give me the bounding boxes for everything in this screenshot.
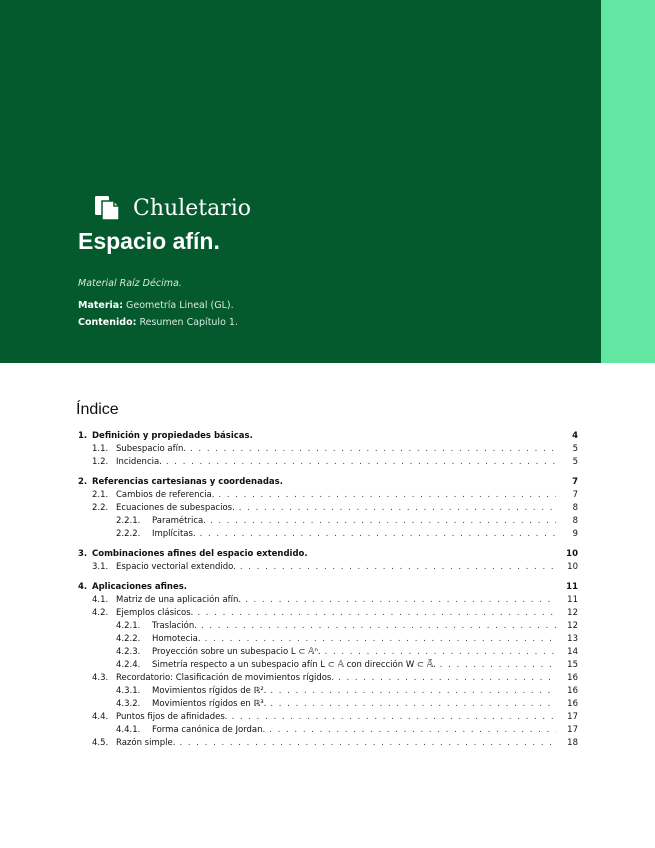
toc-entry-page: 8 xyxy=(572,516,578,526)
toc-entry[interactable] xyxy=(78,607,578,620)
toc-entry-number: 3. xyxy=(78,549,88,559)
toc-entry-number: 4.2.2. xyxy=(116,634,141,644)
toc-entry-title: Movimientos rígidos de ℝ². xyxy=(152,686,267,696)
toc-entry-title: Subespacio afín. xyxy=(116,444,187,454)
materia-label: Materia: xyxy=(78,300,123,311)
toc-entry-title: Razón simple. xyxy=(116,738,176,748)
toc-entry-page: 10 xyxy=(566,549,578,559)
toc-entry-title: Traslación. xyxy=(152,621,197,631)
toc-entry-title: Matriz de una aplicación afín. xyxy=(116,595,242,605)
toc-entry-leader xyxy=(436,659,556,672)
toc-entry-number: 4. xyxy=(78,582,88,592)
toc-entry-number: 1.2. xyxy=(92,457,109,467)
toc-entry-title: Recordatorio: Clasificación de movimientos rígidos. xyxy=(116,673,335,683)
toc-entry-page: 16 xyxy=(567,673,578,683)
toc-entry-leader xyxy=(265,724,556,737)
toc-entry-leader xyxy=(236,561,556,574)
toc-entry-number: 4.3.1. xyxy=(116,686,141,696)
toc-entry-leader xyxy=(196,528,556,541)
toc-entry-number: 1.1. xyxy=(92,444,109,454)
toc-entry-spacer xyxy=(308,548,556,561)
toc-entry-title: Implícitas. xyxy=(152,529,196,539)
toc-entry[interactable] xyxy=(78,685,578,698)
toc-entry-title: Combinaciones afines del espacio extendido. xyxy=(92,549,308,559)
toc-entry-leader xyxy=(214,489,556,502)
toc-entry[interactable] xyxy=(78,594,578,607)
toc-entry[interactable] xyxy=(78,443,578,456)
toc-entry-page: 5 xyxy=(572,457,578,467)
toc-entry-page: 7 xyxy=(572,490,578,500)
toc-entry-leader xyxy=(266,698,556,711)
toc-entry-spacer xyxy=(283,476,556,489)
toc-entry-title: Ecuaciones de subespacios. xyxy=(116,503,235,513)
materia-line xyxy=(78,300,234,311)
toc-entry[interactable] xyxy=(78,724,578,737)
toc-entry-page: 11 xyxy=(566,582,578,592)
toc-entry[interactable] xyxy=(78,711,578,724)
toc-entry[interactable] xyxy=(78,633,578,646)
toc-entry-title: Ejemplos clásicos. xyxy=(116,608,194,618)
toc-entry-number: 2.2. xyxy=(92,503,109,513)
toc-entry[interactable] xyxy=(78,548,578,561)
toc-entry-number: 4.5. xyxy=(92,738,109,748)
toc-entry-number: 4.1. xyxy=(92,595,109,605)
toc-entry-title: Incidencia. xyxy=(116,457,162,467)
toc-entry-page: 18 xyxy=(567,738,578,748)
toc-entry-title: Cambios de referencia. xyxy=(116,490,215,500)
toc-entry-number: 2.2.1. xyxy=(116,516,141,526)
brand-name: Chuletario xyxy=(133,195,251,221)
toc-entry[interactable] xyxy=(78,561,578,574)
toc-entry-page: 8 xyxy=(572,503,578,513)
toc-entry-number: 4.2.4. xyxy=(116,660,141,670)
toc-entry-leader xyxy=(334,672,556,685)
toc-entry-spacer xyxy=(187,581,556,594)
author-line: Material Raíz Décima. xyxy=(78,278,182,289)
toc-entry[interactable] xyxy=(78,430,578,443)
toc-entry-page: 7 xyxy=(572,477,578,487)
toc-entry-leader xyxy=(241,594,556,607)
contenido-label: Contenido: xyxy=(78,317,137,328)
accent-strip xyxy=(601,0,655,363)
toc-entry-leader xyxy=(201,633,556,646)
toc-entry-number: 4.2.3. xyxy=(116,647,141,657)
contenido-line xyxy=(78,317,238,328)
toc-entry-leader xyxy=(175,737,556,750)
toc-entry-page: 17 xyxy=(567,725,578,735)
toc-entry-title: Paramétrica. xyxy=(152,516,206,526)
table-of-contents xyxy=(78,430,578,750)
toc-entry-title: Definición y propiedades básicas. xyxy=(92,431,253,441)
toc-entry[interactable] xyxy=(78,489,578,502)
toc-entry-page: 15 xyxy=(567,660,578,670)
toc-entry[interactable] xyxy=(78,515,578,528)
toc-entry-leader xyxy=(197,620,556,633)
toc-entry-page: 16 xyxy=(567,699,578,709)
toc-entry-page: 5 xyxy=(572,444,578,454)
toc-entry-leader xyxy=(227,711,556,724)
toc-entry-page: 14 xyxy=(567,647,578,657)
document-title: Espacio afín. xyxy=(78,228,220,254)
toc-entry-title: Aplicaciones afines. xyxy=(92,582,188,592)
toc-entry-page: 16 xyxy=(567,686,578,696)
toc-entry[interactable] xyxy=(78,581,578,594)
toc-entry[interactable] xyxy=(78,646,578,659)
toc-entry[interactable] xyxy=(78,528,578,541)
toc-entry-title: Forma canónica de Jordan. xyxy=(152,725,266,735)
toc-entry[interactable] xyxy=(78,620,578,633)
toc-entry-number: 4.2. xyxy=(92,608,109,618)
toc-entry-page: 10 xyxy=(567,562,578,572)
toc-entry-title: Homotecia. xyxy=(152,634,201,644)
toc-entry-page: 4 xyxy=(572,431,578,441)
contenido-value: Resumen Capítulo 1. xyxy=(139,317,238,328)
toc-entry-page: 12 xyxy=(567,608,578,618)
toc-title: Índice xyxy=(76,401,119,418)
toc-entry-title: Referencias cartesianas y coordenadas. xyxy=(92,477,283,487)
toc-entry-number: 4.2.1. xyxy=(116,621,141,631)
toc-entry-number: 2.2.2. xyxy=(116,529,141,539)
toc-entry-spacer xyxy=(253,430,556,443)
toc-entry[interactable] xyxy=(78,456,578,469)
toc-entry-leader xyxy=(162,456,556,469)
toc-entry-leader xyxy=(193,607,556,620)
toc-entry[interactable] xyxy=(78,698,578,711)
toc-entry-number: 2. xyxy=(78,477,88,487)
toc-entry-leader xyxy=(186,443,556,456)
toc-entry-number: 1. xyxy=(78,431,88,441)
toc-entry-page: 12 xyxy=(567,621,578,631)
toc-entry-title: Proyección sobre un subespacio L ⊂ 𝔸ⁿ. xyxy=(152,647,321,657)
toc-entry-title: Movimientos rígidos en ℝ³. xyxy=(152,699,267,709)
toc-entry-title: Simetría respecto a un subespacio afín L ⊂ 𝔸 con dirección W ⊂ 𝔸⃗. xyxy=(152,660,436,670)
toc-entry-number: 2.1. xyxy=(92,490,109,500)
toc-entry-page: 9 xyxy=(572,529,578,539)
materia-value: Geometría Lineal (GL). xyxy=(126,300,234,311)
toc-entry-leader xyxy=(206,515,556,528)
toc-entry-page: 13 xyxy=(567,634,578,644)
toc-entry-leader xyxy=(235,502,556,515)
toc-entry[interactable] xyxy=(78,737,578,750)
toc-entry-leader xyxy=(321,646,556,659)
toc-entry-number: 4.3.2. xyxy=(116,699,141,709)
toc-entry-leader xyxy=(266,685,556,698)
toc-entry-page: 17 xyxy=(567,712,578,722)
toc-entry-number: 3.1. xyxy=(92,562,109,572)
toc-entry-title: Espacio vectorial extendido. xyxy=(116,562,236,572)
toc-entry[interactable] xyxy=(78,672,578,685)
toc-entry[interactable] xyxy=(78,659,578,672)
toc-entry-page: 11 xyxy=(567,595,578,605)
toc-entry-number: 4.4. xyxy=(92,712,109,722)
toc-entry[interactable] xyxy=(78,502,578,515)
toc-entry-title: Puntos fijos de afinidades. xyxy=(116,712,228,722)
toc-entry-number: 4.3. xyxy=(92,673,109,683)
brand xyxy=(93,193,251,223)
documents-icon xyxy=(93,194,121,222)
toc-entry-number: 4.4.1. xyxy=(116,725,141,735)
toc-entry[interactable] xyxy=(78,476,578,489)
